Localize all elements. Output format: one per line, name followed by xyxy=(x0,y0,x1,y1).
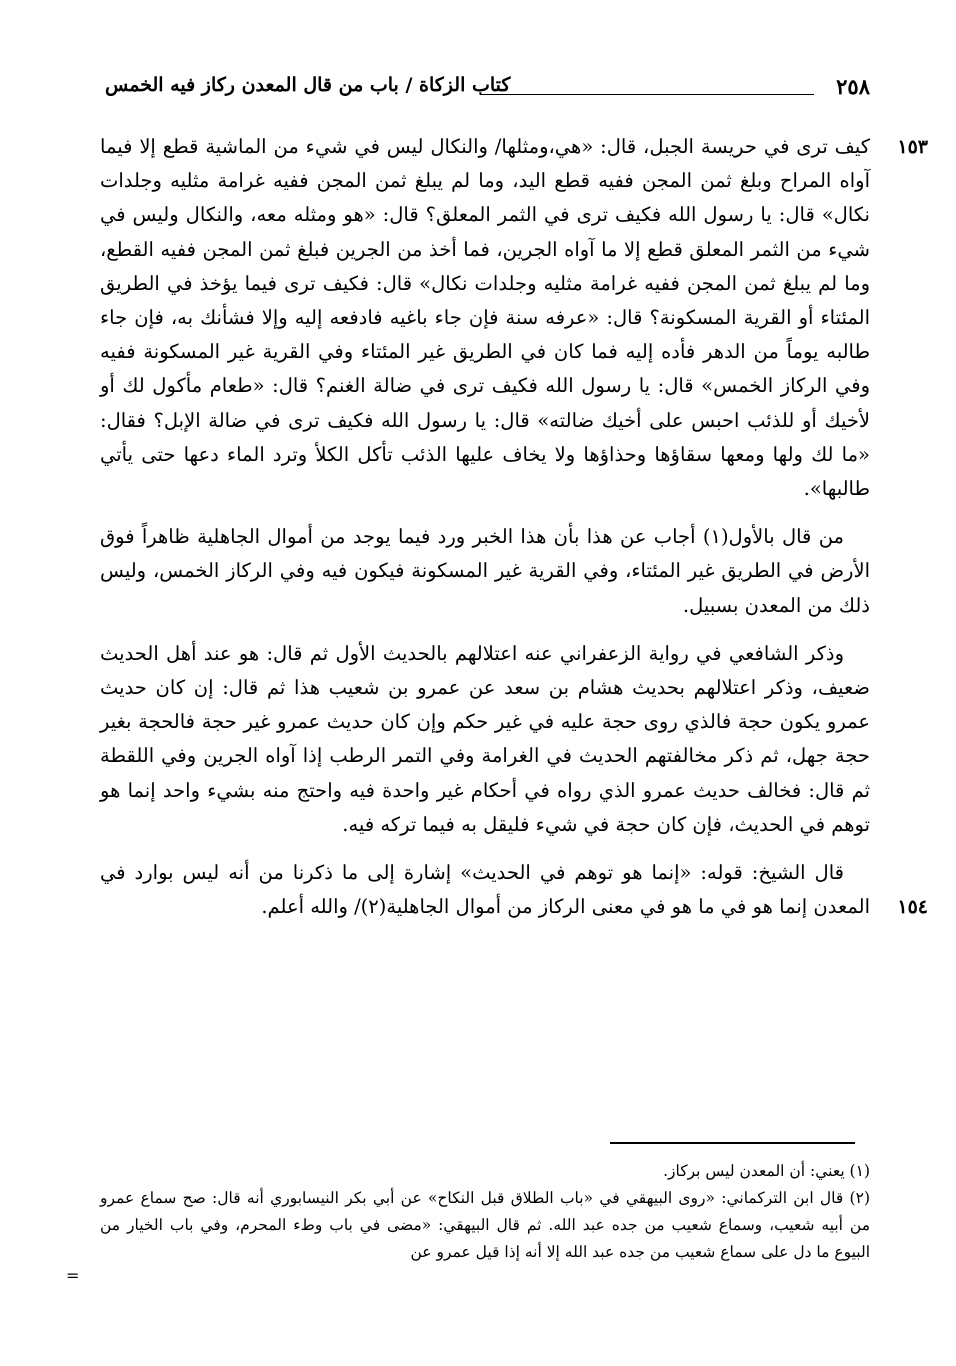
main-text xyxy=(100,130,928,938)
page-header xyxy=(105,74,870,108)
paragraph-3: وذكر الشافعي في رواية الزعفراني عنه اعتلالهم بالحديث الأول ثم قال: هو عند أهل الحديث ضعيف، وذكر اعتلالهم بحديث هشام بن سعد عن عمرو بن شعيب هذا ثم قال: إن كان حديث عمرو يكون حجة فالذي روى حجة عليه في غير حكم وإن كان حديث عمرو غير حجة فالحجة بغير حجة جهل، ثم ذكر مخالفتهم الحديث في الغرامة وفي التمر الرطب إذا آواه الجرين وفي اللقطة ثم قال: فخالف حديث عمرو الذي رواه في أحكام غير واحدة فيه واحتج منه بشيء واحد إنما هو توهم في الحديث، فإن كان حجة في شيء فليقل به فيما تركه فيه. xyxy=(100,641,870,836)
paragraph-1: كيف ترى في حريسة الجبل، قال: «هي،ومثلها/ والنكال ليس في شيء من الماشية قطع إلا فيما آواه المراح وبلغ ثمن المجن ففيه قطع اليد، وما لم يبلغ ثمن المجن ففيه غرامة مثليه وجلدات نكال» قال: يا رسول الله فكيف ترى في الثمر المعلق؟ قال: «هو ومثله معه، والنكال وليس في شيء من الثمر المعلق قطع إلا ما آواه الجرين، فما أخذ من الجرين فبلغ ثمن المجن ففيه القطع، وما لم يبلغ ثمن المجن ففيه غرامة مثليه وجلدات نكال» قال: فكيف ترى فيما يؤخذ في الطريق المئتاء أو القرية المسكونة؟ قال: «عرفه سنة فإن جاء باغيه فادفعه إليه وإلا فشأنك به، فإن جاء طالبه يوماً من الدهر فأده إليه فما كان في الطريق غير المئتاء وفي القرية غير المسكونة ففيه وفي الركاز الخمس» قال: يا رسول الله فكيف ترى في ضالة الغنم؟ قال: «طعام مأكول لك أو لأخيك أو للذئب احبس على أخيك ضالته» قال: يا رسول الله فكيف ترى في ضالة الإبل؟ فقال: «ما لك ولها ومعها سقاؤها وحذاؤها ولا يخاف عليها الذئب تأكل الكلأ وترد الماء دعها حتى يأتي طالبها». xyxy=(100,135,870,501)
margin-number-153: ١٥٣ xyxy=(897,136,928,158)
margin-number-154: ١٥٤ xyxy=(897,896,928,919)
running-title: كتاب الزكاة / باب من قال المعدن ركاز فيه الخمس xyxy=(105,74,511,96)
footnotes xyxy=(100,1158,870,1266)
hadith-block-154 xyxy=(100,856,928,924)
paragraph-2: من قال بالأول(١) أجاب عن هذا بأن هذا الخبر ورد فيما يوجد من أموال الجاهلية ظاهراً فوق الأرض في الطريق غير المئتاء، وفي القرية غير المسكونة فيكون فيه وفي الركاز الخمس، وليس ذلك من المعدن بسبيل. xyxy=(100,525,870,617)
footnote-separator xyxy=(610,1142,855,1144)
page-number: ٢٥٨ xyxy=(836,74,870,99)
header-rule xyxy=(480,94,814,95)
footnote-1: (١) يعني: أن المعدن ليس بركاز. xyxy=(663,1162,870,1180)
paragraph-4: قال الشيخ: قوله: «إنما هو توهم في الحديث» إشارة إلى ما ذكرنا من أنه ليس بوارد في المعدن إنما هو في ما هو في معنى الركاز من أموال الجاهلية(٢)/ والله أعلم. xyxy=(100,861,870,919)
hadith-block-153 xyxy=(100,130,928,506)
footnote-2: (٢) قال ابن التركماني: «روى البيهقي في «باب الطلاق قبل النكاح» عن أبي بكر النيسابوري أنه قال: صح سماع عمرو من أبيه شعيب، وسماع شعيب من جده عبد الله. ثم قال البيهقي: «مضى في باب وطء المحرم، وفي باب الخيار من البيوع ما دل على سماع شعيب من جده عبد الله إلا أنه إذا قيل عمرو عن xyxy=(100,1189,870,1261)
continuation-mark: = xyxy=(66,1266,80,1285)
